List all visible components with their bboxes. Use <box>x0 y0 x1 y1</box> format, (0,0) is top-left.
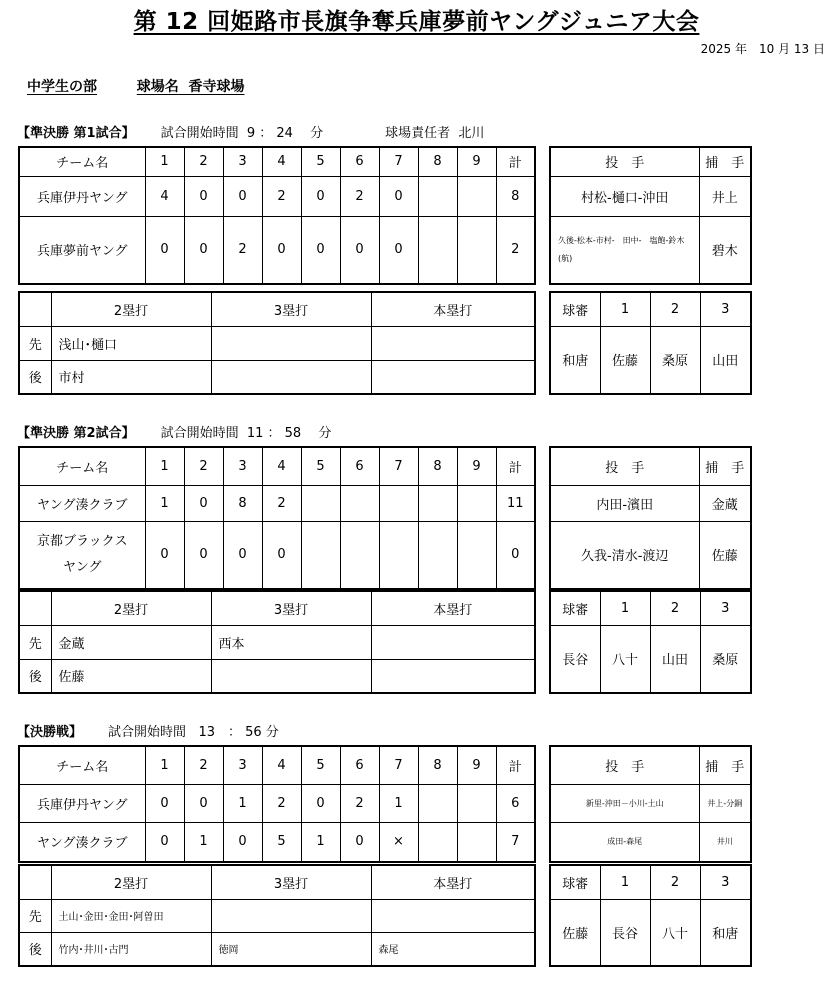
inning-header: 1 <box>145 746 184 784</box>
page-title: 第 12 回姫路市長旗争奪兵庫夢前ヤングジュニア大会 <box>133 9 700 35</box>
game3-scoreboard <box>18 745 536 863</box>
inning-score: 2 <box>340 176 379 216</box>
umpire-header: 球審 <box>550 865 600 899</box>
pitchers-cell: 久我-清水-渡辺 <box>550 521 699 589</box>
first-batting-label: 先 <box>19 899 51 932</box>
inning-header: 8 <box>418 447 457 485</box>
inning-header: 5 <box>301 447 340 485</box>
catcher-cell: 井上 <box>699 176 751 216</box>
homers-cell: 森尾 <box>371 932 535 966</box>
game2-start-label: 試合開始時間 <box>160 426 239 441</box>
base-ump-header: 1 <box>600 591 650 625</box>
inning-header: 9 <box>457 447 496 485</box>
pitcher-header: 投 手 <box>550 447 699 485</box>
game3-start-time: 13 ： 56 分 <box>198 725 279 740</box>
game2-battery-table <box>549 446 752 590</box>
inning-header: 6 <box>340 147 379 176</box>
first-batting-label: 先 <box>19 326 51 360</box>
homers-header: 本塁打 <box>371 292 535 326</box>
base-ump-header: 1 <box>600 292 650 326</box>
base-ump-header: 2 <box>650 865 700 899</box>
inning-score <box>418 485 457 521</box>
inning-header: 9 <box>457 746 496 784</box>
inning-header: 4 <box>262 447 301 485</box>
game3-battery-table <box>549 745 752 863</box>
game3-umpire-table <box>549 864 752 967</box>
blank-cell <box>19 865 51 899</box>
first-batting-label: 先 <box>19 625 51 659</box>
game2-umpire-table <box>549 590 752 694</box>
blank-cell <box>19 292 51 326</box>
inning-score <box>418 822 457 862</box>
inning-header: 2 <box>184 746 223 784</box>
pitcher-header: 投 手 <box>550 147 699 176</box>
catcher-cell: 碧木 <box>699 216 751 284</box>
umpire-name: 長谷 <box>600 899 650 966</box>
game3-label: 【決勝戦】 <box>17 725 83 740</box>
second-batting-label: 後 <box>19 932 51 966</box>
inning-score: 2 <box>262 176 301 216</box>
catcher-header: 捕 手 <box>699 746 751 784</box>
inning-header: 7 <box>379 147 418 176</box>
inning-score <box>301 521 340 589</box>
base-ump-header: 3 <box>700 292 751 326</box>
inning-score: 0 <box>223 822 262 862</box>
inning-score: 0 <box>184 784 223 822</box>
homers-header: 本塁打 <box>371 591 535 625</box>
inning-header: 6 <box>340 447 379 485</box>
inning-score: 0 <box>223 521 262 589</box>
umpire-name: 長谷 <box>550 625 600 693</box>
umpire-name: 八十 <box>600 625 650 693</box>
umpire-name: 桑原 <box>700 625 751 693</box>
homers-cell <box>371 899 535 932</box>
inning-score <box>457 784 496 822</box>
homers-cell <box>371 659 535 693</box>
game1-umpire-table <box>549 291 752 395</box>
inning-score: 1 <box>301 822 340 862</box>
inning-header: 4 <box>262 746 301 784</box>
inning-header: 8 <box>418 746 457 784</box>
inning-score <box>379 521 418 589</box>
catcher-cell: 井川 <box>699 822 751 862</box>
doubles-header: 2塁打 <box>51 591 211 625</box>
pitchers-cell: 内田-濱田 <box>550 485 699 521</box>
inning-score: 0 <box>145 521 184 589</box>
game1-start-time: 9 ： 24 分 <box>246 126 324 141</box>
inning-score: 0 <box>262 521 301 589</box>
inning-header: 3 <box>223 746 262 784</box>
base-ump-header: 2 <box>650 292 700 326</box>
team-header: チーム名 <box>19 147 145 176</box>
umpire-name: 山田 <box>700 326 751 394</box>
inning-score <box>457 485 496 521</box>
triples-header: 3塁打 <box>211 591 371 625</box>
doubles-cell: 市村 <box>51 360 211 394</box>
pitchers-cell: 成田-森尾 <box>550 822 699 862</box>
umpire-name: 和唐 <box>550 326 600 394</box>
inning-score: 1 <box>379 784 418 822</box>
homers-cell <box>371 625 535 659</box>
doubles-header: 2塁打 <box>51 865 211 899</box>
team-header: チーム名 <box>19 447 145 485</box>
inning-score: 0 <box>340 822 379 862</box>
game2-hits-table <box>18 590 536 694</box>
inning-score: 2 <box>262 784 301 822</box>
inning-score: 0 <box>340 216 379 284</box>
inning-score: 0 <box>301 216 340 284</box>
inning-score <box>340 521 379 589</box>
triples-header: 3塁打 <box>211 292 371 326</box>
venue-label: 球場名 <box>136 79 179 95</box>
inning-score <box>340 485 379 521</box>
game3-header <box>17 721 279 740</box>
umpire-header: 球審 <box>550 292 600 326</box>
homers-header: 本塁打 <box>371 865 535 899</box>
total-header: 計 <box>496 746 535 784</box>
game1-field-manager: 北川 <box>458 126 485 141</box>
game1-battery-table <box>549 146 752 285</box>
team-name: 兵庫夢前ヤング <box>19 216 145 284</box>
inning-score: 0 <box>184 216 223 284</box>
inning-score <box>457 216 496 284</box>
total-score: 11 <box>496 485 535 521</box>
total-score: 8 <box>496 176 535 216</box>
game1-label: 【準決勝 第1試合】 <box>17 126 135 141</box>
pitchers-cell: 村松-樋口-沖田 <box>550 176 699 216</box>
base-ump-header: 2 <box>650 591 700 625</box>
inning-score: 1 <box>184 822 223 862</box>
game3-start-label: 試合開始時間 <box>108 725 187 740</box>
inning-header: 5 <box>301 746 340 784</box>
inning-score: 0 <box>145 822 184 862</box>
game2-header <box>17 422 331 441</box>
inning-header: 4 <box>262 147 301 176</box>
doubles-cell: 金蔵 <box>51 625 211 659</box>
umpire-name: 佐藤 <box>550 899 600 966</box>
catcher-header: 捕 手 <box>699 147 751 176</box>
division-line <box>27 76 304 96</box>
inning-score: 2 <box>262 485 301 521</box>
inning-score: 8 <box>223 485 262 521</box>
game1-start-label: 試合開始時間 <box>160 126 239 141</box>
game2-label: 【準決勝 第2試合】 <box>17 426 135 441</box>
inning-score: × <box>379 822 418 862</box>
doubles-cell: 浅山･樋口 <box>51 326 211 360</box>
game1-scoreboard <box>18 146 536 285</box>
doubles-cell: 竹内･井川･古門 <box>51 932 211 966</box>
game2-scoreboard <box>18 446 536 590</box>
inning-score <box>457 176 496 216</box>
inning-score: 0 <box>145 784 184 822</box>
team-name: ヤング湊クラブ <box>19 822 145 862</box>
team-name: ヤング湊クラブ <box>19 485 145 521</box>
inning-score: 0 <box>301 176 340 216</box>
venue-value: 香寺球場 <box>188 79 245 95</box>
inning-header: 7 <box>379 447 418 485</box>
umpire-name: 桑原 <box>650 326 700 394</box>
inning-score: 2 <box>340 784 379 822</box>
inning-score: 1 <box>145 485 184 521</box>
inning-header: 6 <box>340 746 379 784</box>
inning-header: 7 <box>379 746 418 784</box>
inning-header: 2 <box>184 447 223 485</box>
inning-header: 2 <box>184 147 223 176</box>
game1-hits-table <box>18 291 536 395</box>
inning-header: 8 <box>418 147 457 176</box>
base-ump-header: 1 <box>600 865 650 899</box>
inning-score: 2 <box>223 216 262 284</box>
inning-score: 0 <box>223 176 262 216</box>
division-label: 中学生の部 <box>27 79 97 95</box>
triples-cell <box>211 360 371 394</box>
doubles-cell: 佐藤 <box>51 659 211 693</box>
doubles-cell: 土山･金田･金田･阿曽田 <box>51 899 211 932</box>
blank-cell <box>19 591 51 625</box>
catcher-header: 捕 手 <box>699 447 751 485</box>
doubles-header: 2塁打 <box>51 292 211 326</box>
second-batting-label: 後 <box>19 360 51 394</box>
total-header: 計 <box>496 147 535 176</box>
inning-score: 1 <box>223 784 262 822</box>
second-batting-label: 後 <box>19 659 51 693</box>
inning-score: 0 <box>301 784 340 822</box>
venue-field <box>137 76 304 96</box>
inning-header: 1 <box>145 147 184 176</box>
catcher-cell: 佐藤 <box>699 521 751 589</box>
inning-score: 0 <box>379 216 418 284</box>
triples-header: 3塁打 <box>211 865 371 899</box>
inning-score <box>301 485 340 521</box>
date: 2025 年 10 月 13 日 <box>700 42 825 56</box>
inning-score <box>418 521 457 589</box>
inning-score: 0 <box>184 176 223 216</box>
catcher-cell: 井上-分銅 <box>699 784 751 822</box>
homers-cell <box>371 326 535 360</box>
inning-score: 0 <box>379 176 418 216</box>
inning-header: 1 <box>145 447 184 485</box>
umpire-name: 山田 <box>650 625 700 693</box>
game1-header <box>17 122 484 141</box>
inning-score: 4 <box>145 176 184 216</box>
pitchers-cell: 新里-沖田－小川-土山 <box>550 784 699 822</box>
inning-score <box>418 216 457 284</box>
inning-score <box>457 822 496 862</box>
inning-header: 3 <box>223 447 262 485</box>
triples-cell <box>211 659 371 693</box>
total-header: 計 <box>496 447 535 485</box>
catcher-cell: 金蔵 <box>699 485 751 521</box>
base-ump-header: 3 <box>700 865 751 899</box>
game2-start-time: 11 ： 58 分 <box>246 426 332 441</box>
team-header: チーム名 <box>19 746 145 784</box>
team-name: 京都ブラックス ヤング <box>19 521 145 589</box>
team-name: 兵庫伊丹ヤング <box>19 784 145 822</box>
total-score: 6 <box>496 784 535 822</box>
inning-score: 0 <box>184 521 223 589</box>
inning-score <box>457 521 496 589</box>
game1-field-manager-label: 球場責任者 <box>385 126 451 141</box>
inning-score: 0 <box>262 216 301 284</box>
total-score: 2 <box>496 216 535 284</box>
inning-score: 0 <box>184 485 223 521</box>
homers-cell <box>371 360 535 394</box>
team-name: 兵庫伊丹ヤング <box>19 176 145 216</box>
game3-hits-table <box>18 864 536 967</box>
inning-score <box>379 485 418 521</box>
pitcher-header: 投 手 <box>550 746 699 784</box>
total-score: 0 <box>496 521 535 589</box>
inning-score: 5 <box>262 822 301 862</box>
inning-header: 5 <box>301 147 340 176</box>
triples-cell: 西本 <box>211 625 371 659</box>
umpire-name: 八十 <box>650 899 700 966</box>
inning-header: 3 <box>223 147 262 176</box>
umpire-name: 佐藤 <box>600 326 650 394</box>
triples-cell <box>211 899 371 932</box>
pitchers-cell: 久後-松本-市村- 田中- 塩飽-鈴木(航) <box>550 216 699 284</box>
base-ump-header: 3 <box>700 591 751 625</box>
inning-score <box>418 176 457 216</box>
umpire-name: 和唐 <box>700 899 751 966</box>
umpire-header: 球審 <box>550 591 600 625</box>
inning-score <box>418 784 457 822</box>
inning-header: 9 <box>457 147 496 176</box>
total-score: 7 <box>496 822 535 862</box>
triples-cell <box>211 326 371 360</box>
triples-cell: 徳岡 <box>211 932 371 966</box>
inning-score: 0 <box>145 216 184 284</box>
